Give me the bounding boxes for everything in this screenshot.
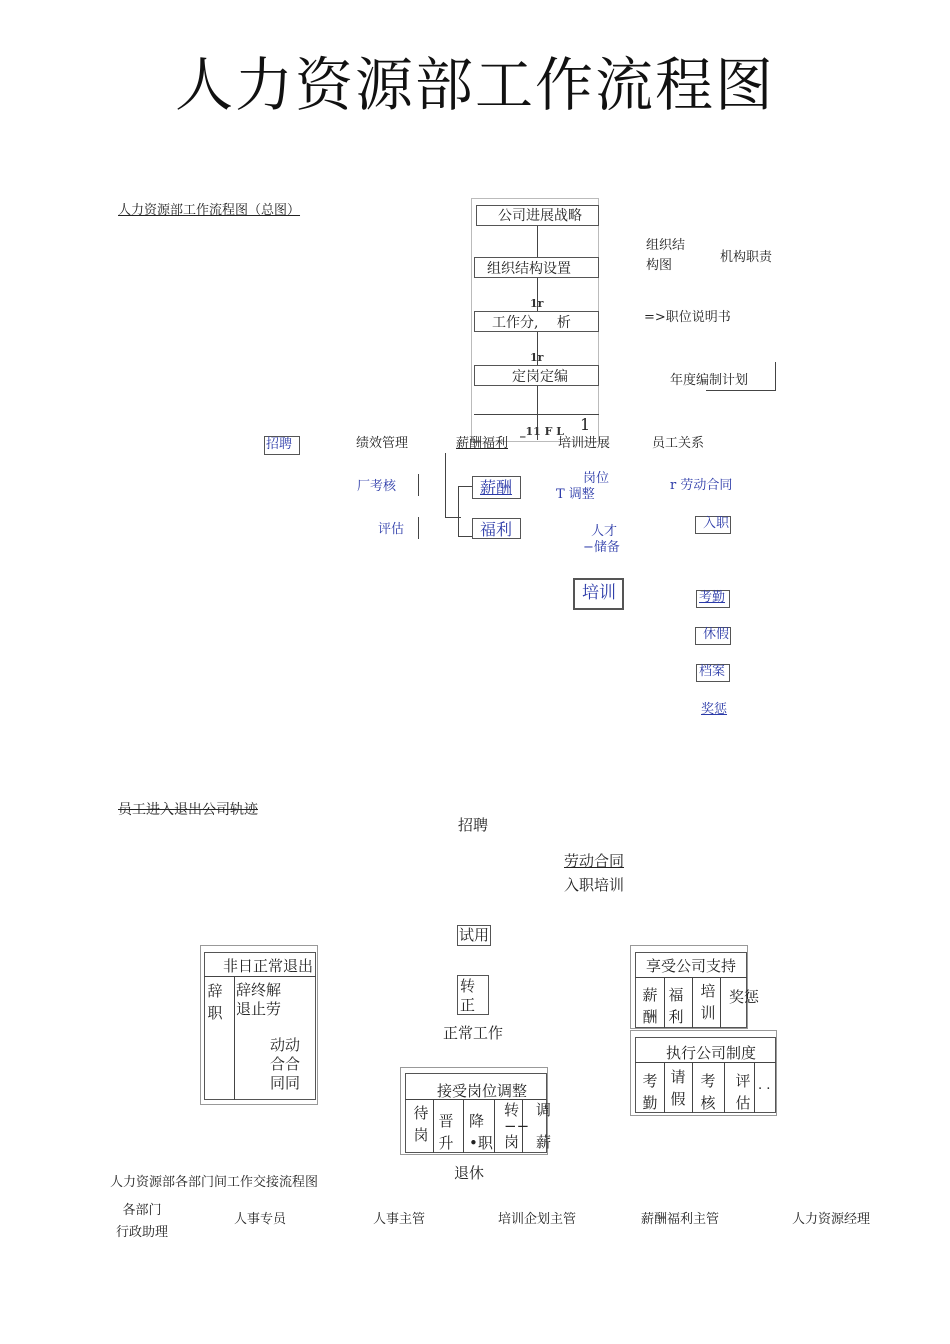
- traj-orientation: 入职培训: [564, 876, 625, 894]
- evaluate-bracket: [418, 517, 419, 539]
- leave-item[interactable]: 休假: [703, 627, 730, 642]
- abnormal-exit-title: 非日正常退出: [223, 957, 314, 975]
- rules-rule-3: [724, 1062, 725, 1113]
- org-setup-label: 组织结构设置: [487, 261, 571, 277]
- comp-trunk: [445, 453, 446, 517]
- org-chart-note: 组织结 构图: [646, 238, 686, 273]
- job-desc-note: =>职位说明书: [644, 310, 731, 325]
- marker-1: 1: [580, 415, 591, 434]
- rules-rule-1: [664, 1062, 665, 1113]
- welfare-item[interactable]: 福利: [480, 520, 513, 539]
- marker-1r-2: 1r: [530, 351, 544, 364]
- support-item-welfare: 福利: [668, 986, 684, 1026]
- traj-contract: 劳动合同: [564, 852, 625, 870]
- training-module: 培训进展: [558, 436, 611, 451]
- rules-item-evaluate: 评估: [735, 1072, 751, 1112]
- post-adjust-item-demote: 降 •职: [469, 1112, 493, 1152]
- assess-bracket: [418, 474, 419, 496]
- train-item[interactable]: 培训: [582, 583, 616, 603]
- marker-1r: 1r: [530, 297, 544, 310]
- post-adjust-item-2[interactable]: T 调整: [556, 487, 595, 502]
- rules-rule-4: [754, 1062, 755, 1113]
- support-item-train: 培训: [700, 982, 716, 1022]
- traj-regularize: 转 正: [460, 977, 476, 1014]
- rules-item-more: . .: [758, 1078, 771, 1093]
- overview-caption: 人力资源部工作流程图（总图）: [118, 203, 301, 218]
- post-adjust-rule-2: [463, 1099, 464, 1153]
- performance-module: 绩效管理: [356, 436, 409, 451]
- handover-col-dept: 各部门 行政助理: [116, 1203, 169, 1240]
- handover-col-compensation: 薪酬福利主管: [641, 1212, 720, 1227]
- rules-title: 执行公司制度: [666, 1044, 757, 1062]
- post-adjust-item-salary: 调 薪: [536, 1102, 552, 1151]
- contract-item[interactable]: r 劳动合同: [670, 478, 733, 493]
- annual-plan-note: 年度编制计划: [670, 373, 749, 388]
- archive-item[interactable]: 档案: [699, 664, 726, 679]
- post-adjust-rule-3: [494, 1099, 495, 1153]
- handover-col-specialist: 人事专员: [234, 1212, 287, 1227]
- relations-module: 员工关系: [652, 436, 705, 451]
- compensation-module: 薪酬福利: [456, 436, 509, 451]
- recruit-module[interactable]: 招聘: [266, 437, 293, 452]
- rules-rule-2: [692, 1062, 693, 1113]
- salary-item[interactable]: 薪酬: [480, 478, 513, 497]
- abnormal-exit-col2: 辞终解 退止劳: [236, 981, 282, 1018]
- rules-item-leave: 请假: [670, 1068, 686, 1108]
- traj-probation: 试用: [459, 926, 490, 944]
- abnormal-exit-col-rule: [234, 976, 235, 1100]
- handover-col-supervisor: 人事主管: [373, 1212, 426, 1227]
- post-adjust-item[interactable]: 岗位: [583, 471, 610, 486]
- handover-col-manager: 人力资源经理: [792, 1212, 871, 1227]
- duties-note: 机构职责: [720, 250, 773, 265]
- comp-branch-welfare: [458, 536, 472, 537]
- annual-plan-bracket: [775, 362, 776, 390]
- evaluate-item[interactable]: 评估: [378, 522, 405, 537]
- rewards-item[interactable]: 奖惩: [701, 702, 728, 717]
- talent-item[interactable]: 人才: [591, 524, 618, 539]
- assess-item[interactable]: 厂考核: [357, 479, 397, 494]
- onboard-item[interactable]: 入职: [703, 516, 730, 531]
- traj-recruit: 招聘: [458, 816, 489, 834]
- job-analysis-label: 工作分, 析: [492, 315, 571, 331]
- post-adjust-item-transfer: 转 −− 岗: [504, 1101, 530, 1151]
- page-title: 人力资源部工作流程图: [174, 51, 775, 119]
- support-rule-3: [720, 977, 721, 1028]
- abnormal-exit-col3: 动动 合合 同同: [270, 1036, 301, 1092]
- post-adjust-item-promote: 晋升: [438, 1112, 454, 1152]
- rules-item-attendance: 考勤: [642, 1072, 658, 1112]
- post-adjust-rule-1: [433, 1099, 434, 1153]
- post-adjust-item-standby: 待岗: [413, 1104, 429, 1144]
- post-adjust-title: 接受岗位调整: [437, 1082, 528, 1100]
- support-header-rule: [635, 977, 747, 978]
- talent-item-2[interactable]: −储备: [583, 540, 620, 555]
- support-rule-2: [692, 977, 693, 1028]
- support-title: 享受公司支持: [646, 957, 737, 975]
- rules-item-assess: 考核: [700, 1072, 716, 1112]
- traj-retire: 退休: [454, 1164, 485, 1182]
- marker-11fl: _11 F L: [520, 425, 565, 438]
- support-item-rewards: 奖惩: [728, 988, 759, 1006]
- attendance-item[interactable]: 考勤: [699, 590, 726, 605]
- strategy-label: 公司进展战略: [498, 208, 582, 224]
- abnormal-exit-resign: 辞职: [207, 982, 223, 1022]
- traj-normal-work: 正常工作: [443, 1024, 504, 1042]
- handover-col-training: 培训企划主管: [498, 1212, 577, 1227]
- staffing-label: 定岗定编: [512, 369, 568, 385]
- comp-split: [458, 486, 459, 536]
- trajectory-caption: 员工进入退出公司轨迹: [118, 802, 258, 818]
- support-item-salary: 薪酬: [642, 986, 658, 1026]
- support-rule-1: [664, 977, 665, 1028]
- comp-branch-salary: [458, 486, 472, 487]
- handover-caption: 人力资源部各部门间工作交接流程图: [110, 1175, 319, 1190]
- abnormal-exit-header-rule: [204, 976, 316, 977]
- annual-plan-rule: [706, 390, 776, 391]
